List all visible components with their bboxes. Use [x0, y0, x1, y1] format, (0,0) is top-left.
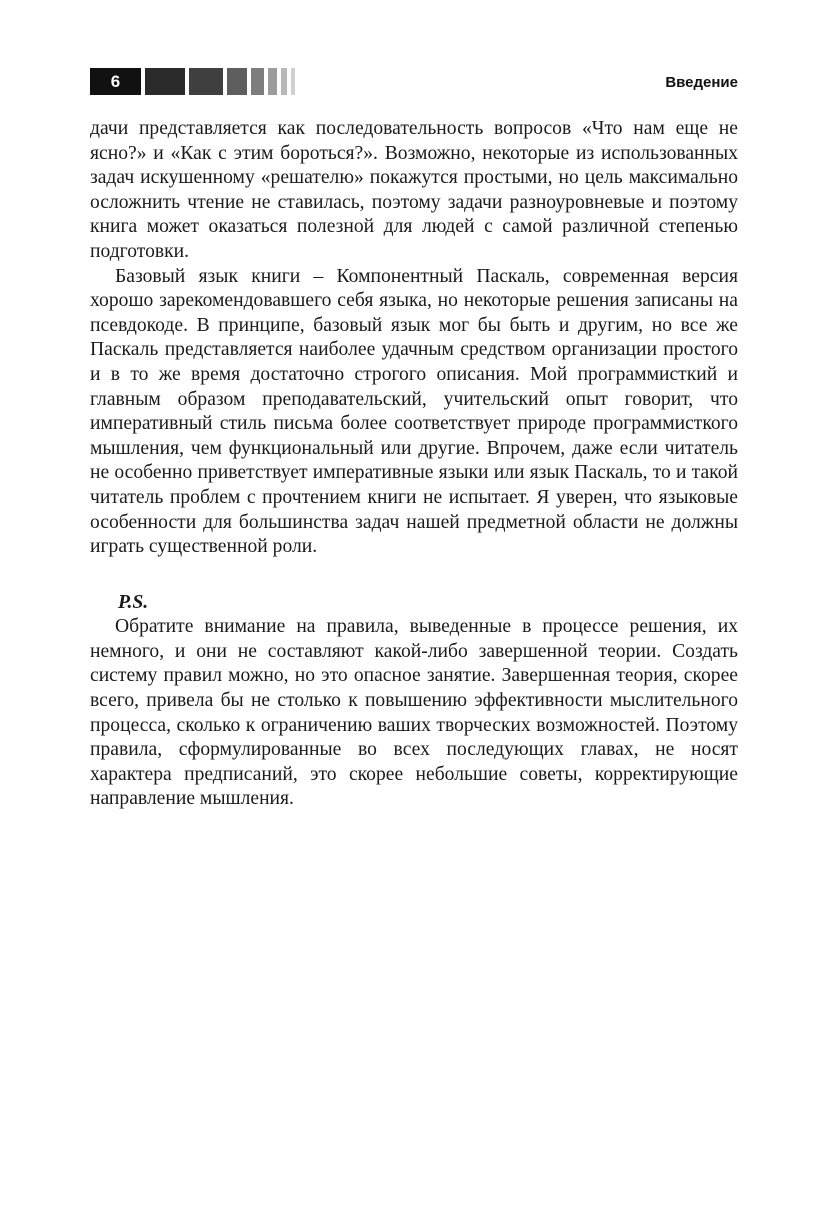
body-paragraph-1: дачи представляется как последовательность вопросов «Что нам еще не ясно?» и «Как с этим бороться?». Возможно, некоторые из использованных задач искушенному «решателю» покажутся простыми, но цель максимально осложнить чтение не ставилась, поэтому задачи разноуровневые и поэтому книга может оказаться полезной для людей с самой различной степенью подготовки. — [90, 118, 738, 262]
body-paragraph-3: Обратите внимание на правила, выведенные в процессе решения, их немного, и они не составляют какой-либо завершенной теории. Создать систему правил можно, но это опасное занятие. Завершенная теория, скорее всего, привела бы не столько к повышению эффективности мыслительного процесса, сколько к ограничению ваших творческих возможностей. Поэтому правила, сформулированные во всех последующих главах, не носят характера предписаний, это скорее небольшие советы, корректирующие направление мышления. — [90, 616, 738, 810]
ps-heading: P.S. — [118, 591, 149, 613]
page-number: 6 — [90, 68, 141, 95]
running-title: Введение — [665, 74, 738, 91]
header-bar-segment — [189, 68, 223, 95]
page-body — [90, 117, 738, 812]
page-header — [90, 68, 738, 95]
header-bar-segment — [281, 68, 287, 95]
header-bar-segment — [251, 68, 264, 95]
header-bar-segment — [268, 68, 277, 95]
body-paragraph-2: Базовый язык книги – Компонентный Паскаль, современная версия хорошо зарекомендовавшего себя языка, но некоторые решения записаны на псевдокоде. В принципе, базовый язык мог бы быть и другим, но все же Паскаль представляется наиболее удачным средством организации простого и в то же время достаточно строгого описания. Мой программисткий и главным образом преподавательский, учительский опыт говорит, что императивный стиль письма более соответствует природе программисткого мышления, чем функциональный или другие. Впрочем, даже если читатель не особенно приветствует императивные языки или язык Паскаль, то и такой читатель проблем с прочтением книги не испытает. Я уверен, что языковые особенности для большинства задач нашей предметной области не должны играть существенной роли. — [90, 265, 738, 558]
header-bar-segment — [227, 68, 247, 95]
header-bar-segment — [291, 68, 295, 95]
header-bar-segment — [145, 68, 185, 95]
